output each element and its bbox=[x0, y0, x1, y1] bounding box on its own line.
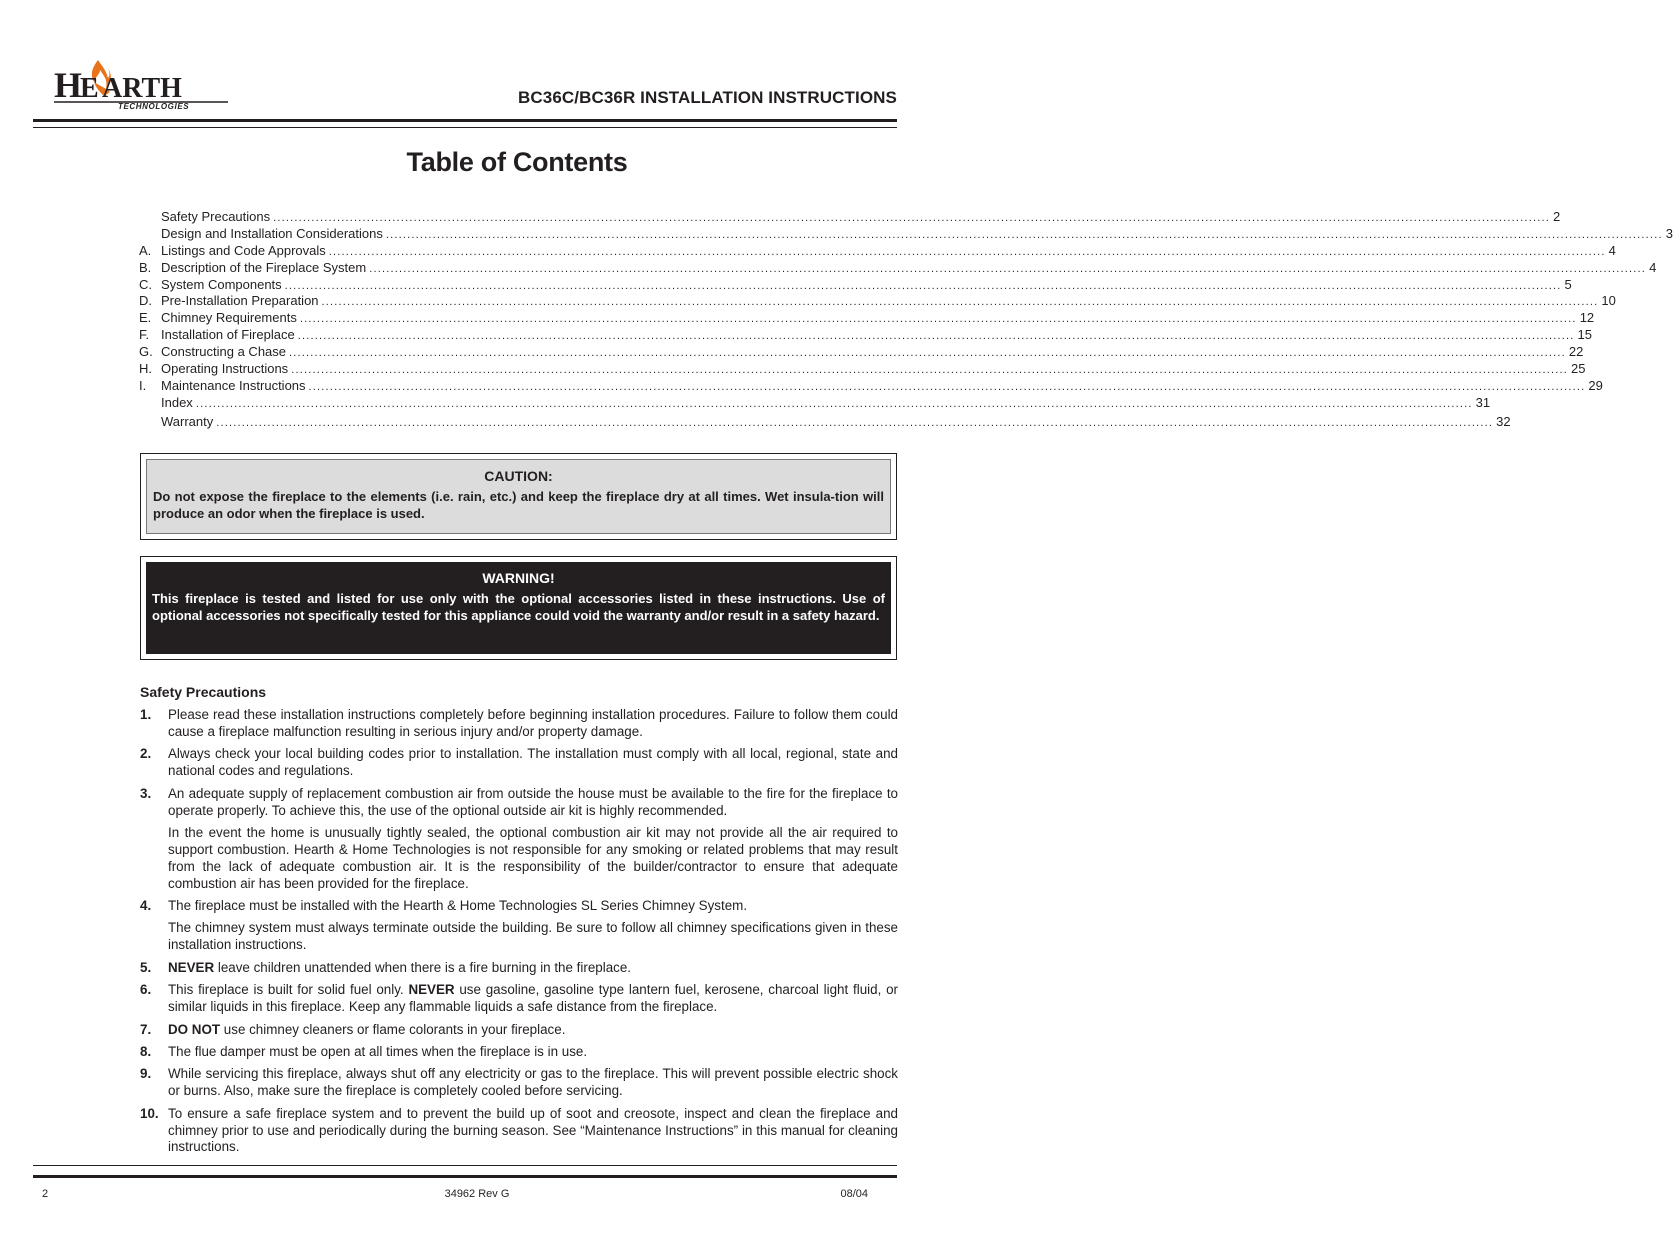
header-rule-thin bbox=[33, 127, 897, 128]
toc-entry-label: Chimney Requirements bbox=[161, 310, 297, 326]
toc-entry-label: Maintenance Instructions bbox=[161, 377, 306, 393]
toc-leader-dots: ............................................................................................................................................................................................................................................................................................................ bbox=[369, 262, 1647, 275]
emphasis: NEVER bbox=[408, 982, 455, 998]
toc-leader-dots: ............................................................................................................................................................................................................................................................................................................ bbox=[195, 397, 1473, 410]
toc-leader-dots: ............................................................................................................................................................................................................................................................................................................ bbox=[284, 279, 1562, 292]
list-item-number: 9. bbox=[140, 1066, 152, 1082]
toc-entry-letter: F. bbox=[139, 327, 150, 343]
toc-entry-page: 15 bbox=[1577, 327, 1593, 343]
toc-entry-page: 32 bbox=[1496, 413, 1511, 429]
caution-heading: CAUTION: bbox=[484, 468, 553, 484]
list-item bbox=[140, 746, 898, 780]
paragraph-text: To ensure a safe fireplace system and to prevent the build up of soot and creosote, inspect and clean the fireplace and chimney prior to use and periodically during the burning season. See “Maintenance Instructions” in this manual for cleaning instructions. bbox=[168, 1105, 898, 1155]
revision-date: 08/04 bbox=[840, 1188, 868, 1200]
toc-entry-label: Constructing a Chase bbox=[161, 344, 287, 360]
toc-leader-dots: ............................................................................................................................................................................................................................................................................................................ bbox=[216, 416, 1494, 429]
toc-entry-label: Pre-Installation Preparation bbox=[161, 293, 319, 309]
paragraph-text: Always check your local building codes prior to installation. The installation must comply with all local, regional, state and national codes and regulations. bbox=[168, 746, 898, 779]
toc-entry-label: Listings and Code Approvals bbox=[161, 242, 326, 258]
footer-rule-thin bbox=[33, 1165, 897, 1166]
toc-entry bbox=[139, 327, 1593, 344]
caution-text: Do not expose the fireplace to the elements (i.e. rain, etc.) and keep the fireplace dry at all times. Wet insula-tion will produce an odor when the fireplace is used. bbox=[153, 489, 884, 521]
toc-entry-label: Index bbox=[161, 394, 193, 410]
paragraph-text: This fireplace is built for solid fuel only. bbox=[168, 982, 409, 998]
toc-entry bbox=[139, 394, 1491, 412]
list-item bbox=[140, 898, 898, 954]
header-rule bbox=[33, 119, 897, 122]
toc-entry bbox=[139, 310, 1595, 327]
toc-entry-page: 5 bbox=[1564, 276, 1572, 292]
toc-entry-letter: E. bbox=[139, 310, 152, 326]
list-item-text bbox=[168, 982, 898, 1016]
toc-entry bbox=[139, 209, 1561, 226]
list-item bbox=[140, 960, 898, 977]
footer-rule bbox=[33, 1175, 897, 1178]
list-item-number: 1. bbox=[140, 707, 152, 722]
list-item bbox=[140, 1106, 898, 1157]
toc-entry-page: 2 bbox=[1552, 209, 1561, 224]
svg-text:E: E bbox=[80, 73, 99, 104]
list-item bbox=[140, 1044, 898, 1061]
list-item-text bbox=[168, 1022, 898, 1039]
toc-entry-page: 4 bbox=[1608, 242, 1616, 258]
svg-text:TECHNOLOGIES: TECHNOLOGIES bbox=[118, 102, 190, 111]
list-item-number: 3. bbox=[140, 785, 152, 801]
toc-entry-letter: C. bbox=[139, 276, 152, 292]
list-item-text bbox=[168, 960, 898, 977]
toc-entry bbox=[139, 276, 1572, 294]
paragraph-text: While servicing this fireplace, always shut off any electricity or gas to the fireplace. This will prevent possible electric shock or burns. Also, make sure the fireplace is completely cooled before servicing. bbox=[168, 1066, 898, 1099]
toc-entry-page: 25 bbox=[1571, 361, 1586, 377]
list-item-number: 6. bbox=[140, 982, 152, 998]
list-item bbox=[140, 707, 898, 741]
toc-leader-dots: ............................................................................................................................................................................................................................................................................................................ bbox=[291, 364, 1569, 377]
document-title: BC36C/BC36R INSTALLATION INSTRUCTIONS bbox=[518, 88, 897, 107]
toc-entry-page: 10 bbox=[1601, 293, 1616, 309]
list-item-number: 7. bbox=[140, 1021, 152, 1037]
list-item bbox=[140, 1022, 898, 1039]
warning-heading: WARNING! bbox=[482, 570, 555, 586]
paragraph-text: The fireplace must be installed with the Hearth & Home Technologies SL Series Chimney System. bbox=[168, 898, 748, 914]
toc-entry-label: Warranty bbox=[161, 413, 214, 429]
toc-entry-page: 29 bbox=[1588, 377, 1603, 393]
paragraph-text: Please read these installation instructions completely before beginning installation procedures. Failure to follow them could cause a fireplace malfunction resulting in serious injury and/or property damage. bbox=[168, 707, 898, 739]
paragraph-text: The chimney system must always terminate outside the building. Be sure to follow all chimney specifications given in these installation instructions. bbox=[168, 920, 898, 953]
flame-icon bbox=[50, 52, 232, 112]
toc-entry-page: 12 bbox=[1579, 310, 1595, 326]
toc-leader-dots: ............................................................................................................................................................................................................................................................................................................ bbox=[308, 380, 1586, 393]
toc-leader-dots: ............................................................................................................................................................................................................................................................................................................ bbox=[328, 245, 1606, 258]
toc-entry-label: Operating Instructions bbox=[161, 361, 289, 377]
toc-entry-label: System Components bbox=[161, 276, 282, 292]
caution-box bbox=[140, 453, 897, 540]
toc-leader-dots: ............................................................................................................................................................................................................................................................................................................ bbox=[297, 330, 1575, 343]
toc-entry bbox=[139, 361, 1586, 378]
paragraph-text: leave children unattended when there is a fire burning in the fireplace. bbox=[214, 959, 632, 975]
toc-entry-letter: B. bbox=[139, 259, 152, 275]
toc-entry bbox=[139, 413, 1511, 431]
warning-text: This fireplace is tested and listed for use only with the optional accessories listed in these instructions. Use of optional accessories not specifically tested for this appliance could void the warranty and/or result in a safety hazard. bbox=[152, 591, 885, 623]
list-item-text bbox=[168, 898, 898, 954]
toc-entry-letter: H. bbox=[139, 361, 152, 377]
safety-precautions-list bbox=[140, 707, 898, 1162]
toc-entry bbox=[139, 344, 1584, 361]
emphasis: NEVER bbox=[168, 959, 215, 975]
hearth-technologies-logo bbox=[50, 52, 232, 112]
toc-entry bbox=[139, 242, 1616, 260]
svg-text:ARTH: ARTH bbox=[102, 73, 182, 104]
list-item-text bbox=[168, 1066, 898, 1100]
list-item-number: 5. bbox=[140, 959, 152, 975]
toc-entry-label: Safety Precautions bbox=[161, 209, 271, 224]
list-item-text bbox=[168, 1106, 898, 1157]
svg-text:H: H bbox=[54, 65, 83, 105]
toc-entry bbox=[139, 225, 1673, 243]
toc-entry-label: Design and Installation Considerations bbox=[161, 225, 383, 241]
toc-entry-page: 4 bbox=[1649, 259, 1657, 275]
warning-box bbox=[140, 556, 897, 660]
toc-leader-dots: ............................................................................................................................................................................................................................................................................................................ bbox=[385, 228, 1663, 241]
list-item-number: 2. bbox=[140, 746, 152, 762]
safety-precautions-heading: Safety Precautions bbox=[140, 684, 267, 700]
paragraph-text: The flue damper must be open at all times when the fireplace is in use. bbox=[168, 1043, 588, 1059]
list-item bbox=[140, 1066, 898, 1100]
paragraph-text: In the event the home is unusually tightly sealed, the optional combustion air kit may not provide all the air required to support combustion. Hearth & Home Technologies is not responsible for any smoking or related problems that may result from the lack of adequate combustion air. It is the responsibility of the builder/contractor to ensure that adequate combustion air has been provided for the fireplace. bbox=[168, 824, 898, 891]
toc-entry-label: Description of the Fireplace System bbox=[161, 259, 367, 275]
toc-entry-letter: G. bbox=[139, 344, 153, 360]
toc-entry bbox=[139, 377, 1603, 395]
toc-title: Table of Contents bbox=[406, 147, 628, 177]
toc-entry bbox=[139, 259, 1657, 277]
paragraph-text: An adequate supply of replacement combustion air from outside the house must be available to the fire for the fireplace to operate properly. To achieve this, the use of the optional outside air kit is highly recommended. bbox=[168, 785, 898, 818]
list-item-text bbox=[168, 707, 898, 741]
toc-entry-page: 31 bbox=[1475, 394, 1491, 410]
list-item-number: 4. bbox=[140, 898, 152, 914]
toc-entry-page: 3 bbox=[1665, 225, 1673, 241]
toc-leader-dots: ............................................................................................................................................................................................................................................................................................................ bbox=[299, 313, 1577, 326]
toc-leader-dots: ............................................................................................................................................................................................................................................................................................................ bbox=[273, 212, 1550, 224]
paragraph-text: use chimney cleaners or flame colorants in your fireplace. bbox=[220, 1021, 566, 1037]
toc-entry-letter: A. bbox=[139, 242, 152, 258]
list-item-number: 8. bbox=[140, 1043, 152, 1059]
list-item bbox=[140, 982, 898, 1016]
toc-leader-dots: ............................................................................................................................................................................................................................................................................................................ bbox=[321, 296, 1599, 309]
list-item-text bbox=[168, 786, 898, 893]
table-of-contents bbox=[139, 209, 1673, 431]
paragraph-text: use gasoline, gasoline type lantern fuel, kerosene, charcoal light fluid, or similar liquids in this fireplace. Keep any flammable liquids a safe distance from the fireplace. bbox=[168, 982, 898, 1015]
list-item-number: 10. bbox=[140, 1105, 159, 1121]
emphasis: DO NOT bbox=[168, 1021, 221, 1037]
toc-entry bbox=[139, 293, 1616, 310]
toc-entry-page: 22 bbox=[1568, 344, 1584, 360]
toc-entry-letter: I. bbox=[139, 377, 147, 393]
list-item-text bbox=[168, 746, 898, 780]
toc-leader-dots: ............................................................................................................................................................................................................................................................................................................ bbox=[289, 347, 1566, 360]
document-number: 34962 Rev G bbox=[444, 1188, 510, 1200]
list-item bbox=[140, 786, 898, 893]
toc-entry-letter: D. bbox=[139, 293, 152, 309]
page-number: 2 bbox=[42, 1188, 49, 1200]
toc-entry-label: Installation of Fireplace bbox=[161, 327, 295, 343]
list-item-text bbox=[168, 1044, 898, 1061]
